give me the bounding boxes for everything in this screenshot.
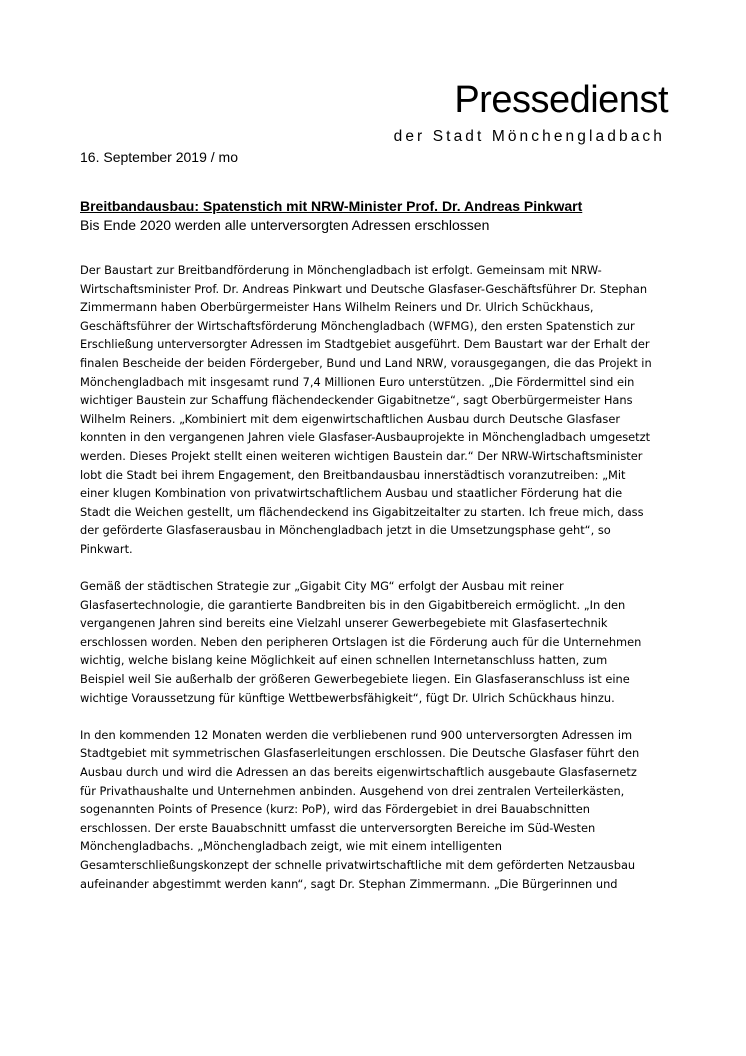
masthead-title: Pressedienst bbox=[454, 79, 668, 121]
text-line: der geförderte Glasfaserausbau in Mönchengladbach jetzt in die Umsetzungsphase geht“, so bbox=[80, 523, 611, 538]
text-line: Gesamterschließungskonzept der schnelle privatwirtschaftliche mit dem geförderten Netzausbau bbox=[80, 858, 636, 872]
text-line: Ausbau durch und wird die Adressen an das bereits eigenwirtschaftlich ausgebaute Glasfasernetz bbox=[80, 765, 637, 780]
text-line: wichtiger Baustein zur Schaffung flächendeckender Gigabitnetze“, sagt Oberbürgermeister Hans bbox=[80, 393, 633, 408]
text-line: wichtige Voraussetzung für künftige Wettbewerbsfähigkeit“, fügt Dr. Ulrich Schückhaus hinzu. bbox=[80, 690, 615, 705]
paragraph-3 bbox=[80, 726, 678, 893]
text-line: Zimmermann haben Oberbürgermeister Hans Wilhelm Reiners und Dr. Ulrich Schückhaus, bbox=[80, 300, 594, 315]
paragraph-1 bbox=[80, 261, 678, 559]
press-release-subheadline: Bis Ende 2020 werden alle unterversorgten Adressen erschlossen bbox=[80, 217, 490, 233]
text-line: In den kommenden 12 Monaten werden die verbliebenen rund 900 unterversorgten Adressen im bbox=[80, 727, 633, 742]
text-line: Gemäß der städtischen Strategie zur „Gigabit City MG“ erfolgt der Ausbau mit reiner bbox=[80, 579, 564, 594]
text-line: Erschließung unterversorgter Adressen im Stadtgebiet ausgeführt. Dem Baustart war der Erhalt der bbox=[80, 337, 650, 352]
press-release-headline: Breitbandausbau: Spatenstich mit NRW-Minister Prof. Dr. Andreas Pinkwart bbox=[80, 198, 583, 214]
text-line: Beispiel weil Sie außerhalb der größeren Gewerbegebiete liegen. Ein Glasfaseranschluss ist eine bbox=[80, 672, 630, 687]
body-text bbox=[80, 261, 678, 912]
text-line: wichtig, welche bislang keine Möglichkeit auf einen schnellen Internetanschluss hatten, zum bbox=[80, 653, 608, 668]
text-line: für Privathaushalte und Unternehmen anbinden. Ausgehend von drei zentralen Verteilerkästen, bbox=[80, 783, 625, 798]
text-line: Wirtschaftsminister Prof. Dr. Andreas Pinkwart und Deutsche Glasfaser-Geschäftsführer Dr. Stephan bbox=[80, 281, 648, 296]
text-line: Stadt die Weichen gestellt, um flächendeckend ins Gigabitzeitalter zu starten. Ich freue mich, dass bbox=[80, 504, 644, 519]
text-line: werden. Dieses Projekt stellt einen weiteren wichtigen Baustein dar.“ Der NRW-Wirtschaftsminister bbox=[80, 448, 643, 463]
text-line: finalen Bescheide der beiden Fördergeber, Bund und Land NRW, vorausgegangen, die das Projekt in bbox=[80, 355, 652, 370]
text-line: Der Baustart zur Breitbandförderung in Mönchengladbach ist erfolgt. Gemeinsam mit NRW- bbox=[80, 263, 602, 277]
text-line: Mönchengladbach mit insgesamt rund 7,4 Millionen Euro unterstützen. „Die Fördermittel sind ein bbox=[80, 374, 635, 389]
text-line: Stadtgebiet mit symmetrischen Glasfaserleitungen erschlossen. Die Deutsche Glasfaser führt den bbox=[80, 746, 640, 761]
text-line: vergangenen Jahren sind bereits eine Vielzahl unserer Gewerbegebiete mit Glasfasertechnik bbox=[80, 616, 608, 631]
text-line: Geschäftsführer der Wirtschaftsförderung Mönchengladbach (WFMG), den ersten Spatenstich zur bbox=[80, 318, 635, 333]
text-line: erschlossen worden. Neben den peripheren Ortslagen ist die Förderung auch für die Unternehmen bbox=[80, 634, 642, 649]
text-line: konnten in den vergangenen Jahren viele Glasfaser-Ausbauprojekte in Mönchengladbach umgesetzt bbox=[80, 430, 651, 445]
text-line: einer klugen Kombination von privatwirtschaftlichem Ausbau und staatlicher Förderung hat die bbox=[80, 486, 623, 501]
paragraph-2 bbox=[80, 577, 678, 707]
text-line: aufeinander abgestimmt werden kann“, sagt Dr. Stephan Zimmermann. „Die Bürgerinnen und bbox=[80, 876, 618, 891]
date-line: 16. September 2019 / mo bbox=[80, 149, 238, 165]
text-line: Pinkwart. bbox=[80, 541, 133, 556]
text-line: erschlossen. Der erste Bauabschnitt umfasst die unterversorgten Bereiche im Süd-Westen bbox=[80, 820, 596, 835]
text-line: Mönchengladbachs. „Mönchengladbach zeigt, wie mit einem intelligenten bbox=[80, 839, 502, 854]
text-line: Glasfasertechnologie, die garantierte Bandbreiten bis in den Gigabitbereich ermöglicht. „In den bbox=[80, 597, 626, 612]
masthead-subtitle: der Stadt Mönchengladbach bbox=[393, 128, 665, 145]
text-line: sogenannten Points of Presence (kurz: PoP), wird das Fördergebiet in drei Bauabschnitten bbox=[80, 802, 590, 817]
text-line: Wilhelm Reiners. „Kombiniert mit dem eigenwirtschaftlichen Ausbau durch Deutsche Glasfaser bbox=[80, 411, 621, 426]
text-line: lobt die Stadt bei ihrem Engagement, den Breitbandausbau innerstädtisch voranzutreiben: „Mit bbox=[80, 467, 626, 482]
